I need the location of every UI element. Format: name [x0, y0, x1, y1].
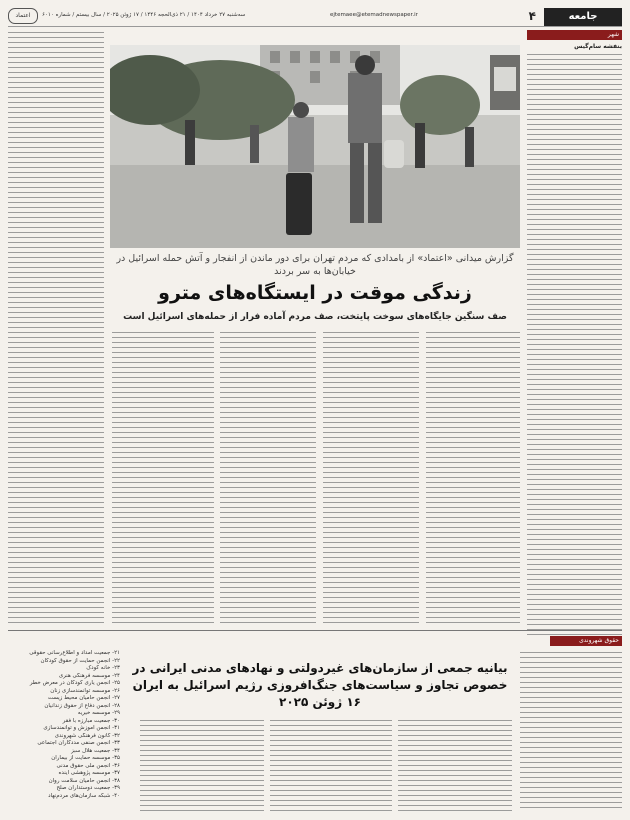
- newspaper-logo: اعتماد: [8, 8, 38, 24]
- story-column-4: [112, 330, 214, 626]
- city-section-label: شهر: [527, 30, 622, 40]
- org-item: ۲۵- انجمن یاری کودکان در معرض خطر: [29, 680, 120, 686]
- statement-column-2: [270, 718, 392, 813]
- header-email[interactable]: ejtemaee@etemadnewspaper.ir: [330, 12, 418, 18]
- story-kicker: گزارش میدانی «اعتماد» از بامدادی که مردم تهران برای دور ماندن از انفجار و آتش حمله اسرائیل در خیابان‌ها به سر بردند: [116, 253, 514, 277]
- story-column-3: [220, 330, 316, 626]
- org-item: ۳۵- موسسه حمایت از بیماران: [51, 755, 120, 761]
- story-headline: زندگی موقت در ایستگاه‌های مترو: [158, 282, 472, 304]
- organizations-list: [8, 650, 120, 810]
- org-item: ۴۰- شبکه سازمان‌های مردم‌نهاد: [48, 792, 120, 799]
- org-item: ۳۹- جمعیت دوستداران صلح: [56, 785, 120, 791]
- org-item: ۳۱- انجمن آموزش و توانمندسازی: [43, 725, 120, 731]
- org-item: ۳۷- موسسه پژوهشی آینده: [58, 770, 120, 776]
- statement-column-1: [398, 718, 512, 813]
- org-item: ۲۲- انجمن حمایت از حقوق کودکان: [40, 657, 120, 664]
- statement-title: بیانیه جمعی از سازمان‌های غیردولتی و نهادهای مدنی ایرانی در خصوص تجاوز و سیاست‌های جنگ‌افروزی رژیم اسرائیل به ایران ۱۶ ژوئن ۲۰۲۵: [132, 661, 508, 709]
- page-header: [8, 8, 622, 27]
- org-item: ۲۱- جمعیت امداد و اطلاع‌رسانی حقوقی: [29, 650, 120, 656]
- citizen-rights-label: حقوق شهروندی: [550, 636, 622, 646]
- right-column-text: [527, 52, 622, 637]
- street-photo: [110, 45, 520, 248]
- org-item: ۳۲- کانون فرهنگی شهروندی: [54, 732, 120, 739]
- bottom-right-text: [520, 650, 622, 810]
- org-item: ۳۳- انجمن صنفی مددکاران اجتماعی: [37, 740, 120, 746]
- org-item: ۳۸- انجمن حامیان سلامت روان: [48, 777, 120, 784]
- org-item: ۳۶- انجمن ملی حقوق مدنی: [56, 762, 120, 769]
- org-item: ۲۹- موسسه خیریه: [77, 710, 120, 716]
- page-number: ۴: [528, 9, 536, 23]
- header-date: سه‌شنبه ۲۷ خرداد ۱۴۰۴ / ۲۱ ذی‌الحجه ۱۴۴۶ / ۱۷ ژوئن ۲۰۲۵ / سال بیستم / شماره ۶۰۱۰: [42, 12, 246, 18]
- org-item: ۳۴- جمعیت هلال سبز: [71, 747, 120, 754]
- org-item: ۲۷- انجمن حامیان محیط زیست: [47, 695, 120, 701]
- org-item: ۳۰- جمعیت مبارزه با فقر: [62, 717, 120, 724]
- org-item: ۲۳- خانه کودک: [86, 665, 120, 671]
- section-divider: [8, 630, 622, 631]
- story-subhead: صف سنگین جایگاه‌های سوخت پایتخت، صف مردم آماده فرار از حمله‌های اسرائیل است: [123, 312, 507, 322]
- section-tab: جامعه: [544, 8, 622, 26]
- org-item: ۲۶- موسسه توانمندسازی زنان: [50, 687, 120, 694]
- org-item: ۲۴- موسسه فرهنگی هنری: [58, 672, 120, 679]
- byline: بنفشه سام‌گیس: [574, 43, 622, 50]
- org-item: ۲۸- انجمن دفاع از حقوق زندانیان: [44, 702, 120, 709]
- main-photo: [110, 45, 520, 248]
- story-column-2: [323, 330, 419, 626]
- left-column-text: [8, 30, 104, 625]
- statement-column-3: [140, 718, 264, 813]
- story-column-1: [426, 330, 520, 626]
